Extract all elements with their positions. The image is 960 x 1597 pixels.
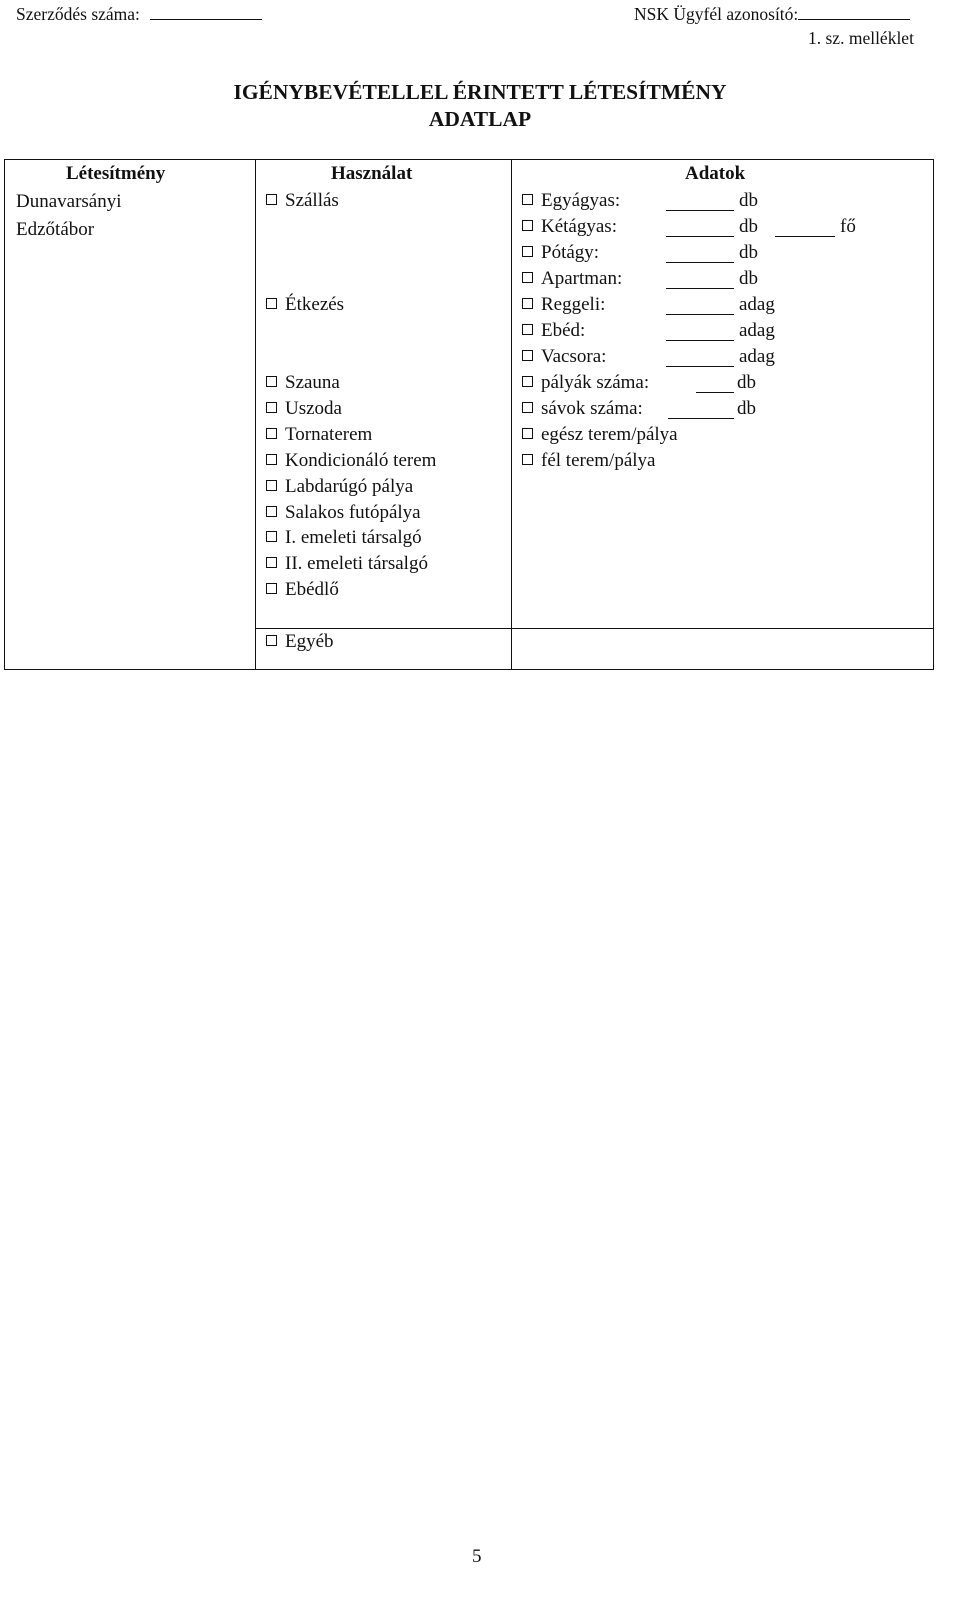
unit-portion: adag <box>739 320 775 341</box>
usage-gym[interactable]: Tornaterem <box>266 424 372 446</box>
single-room-count-field[interactable] <box>666 196 734 211</box>
checkbox-icon[interactable] <box>522 194 533 205</box>
usage-lounge-second-floor[interactable]: II. emeleti társalgó <box>266 553 428 575</box>
courts-count-field[interactable] <box>696 378 734 393</box>
checkbox-icon[interactable] <box>266 376 277 387</box>
page-title-line2: ADATLAP <box>428 107 532 131</box>
lanes-count-field[interactable] <box>668 404 734 419</box>
table-top-border <box>4 159 934 160</box>
usage-football-field[interactable]: Labdarúgó pálya <box>266 476 413 498</box>
client-id-label: NSK Ügyfél azonosító: <box>634 4 799 24</box>
table-right-border <box>933 159 934 669</box>
checkbox-icon[interactable] <box>522 298 533 309</box>
data-lanes-count[interactable]: sávok száma: <box>522 398 643 420</box>
checkbox-icon[interactable] <box>266 583 277 594</box>
table-divider-1 <box>255 159 256 669</box>
client-id-field <box>634 4 910 25</box>
data-extra-bed[interactable]: Pótágy: <box>522 242 599 264</box>
double-room-persons-field[interactable] <box>775 222 835 237</box>
column-header-usage: Használat <box>331 163 413 184</box>
table-left-border <box>4 159 5 669</box>
data-double-room[interactable]: Kétágyas: <box>522 216 617 238</box>
usage-catering[interactable]: Étkezés <box>266 294 344 316</box>
data-breakfast[interactable]: Reggeli: <box>522 294 605 316</box>
usage-running-track[interactable]: Salakos futópálya <box>266 502 421 524</box>
unit-db: db <box>739 216 758 237</box>
breakfast-count-field[interactable] <box>666 300 734 315</box>
usage-dining-room[interactable]: Ebédlő <box>266 579 339 601</box>
checkbox-icon[interactable] <box>522 428 533 439</box>
checkbox-icon[interactable] <box>522 220 533 231</box>
dinner-count-field[interactable] <box>666 352 734 367</box>
checkbox-icon[interactable] <box>522 272 533 283</box>
unit-db: db <box>739 268 758 289</box>
checkbox-icon[interactable] <box>522 350 533 361</box>
facility-name-line2: Edzőtábor <box>16 219 95 240</box>
checkbox-icon[interactable] <box>266 506 277 517</box>
column-header-data: Adatok <box>685 163 746 184</box>
facility-name-line1: Dunavarsányi <box>16 191 122 212</box>
contract-number-field <box>16 4 262 25</box>
annex-label: 1. sz. melléklet <box>808 28 914 48</box>
checkbox-icon[interactable] <box>522 376 533 387</box>
usage-accommodation[interactable]: Szállás <box>266 190 339 212</box>
checkbox-icon[interactable] <box>522 454 533 465</box>
data-single-room[interactable]: Egyágyas: <box>522 190 620 212</box>
contract-number-label: Szerződés száma: <box>16 4 140 24</box>
unit-db: db <box>737 372 756 393</box>
data-half-hall[interactable]: fél terem/pálya <box>522 450 655 472</box>
table-bottom-border <box>4 669 934 670</box>
double-room-count-field[interactable] <box>666 222 734 237</box>
checkbox-icon[interactable] <box>266 557 277 568</box>
unit-db: db <box>739 242 758 263</box>
checkbox-icon[interactable] <box>266 298 277 309</box>
checkbox-icon[interactable] <box>266 194 277 205</box>
usage-sauna[interactable]: Szauna <box>266 372 340 394</box>
data-courts-count[interactable]: pályák száma: <box>522 372 649 394</box>
data-lunch[interactable]: Ebéd: <box>522 320 585 342</box>
page-title-line1: IGÉNYBEVÉTELLEL ÉRINTETT LÉTESÍTMÉNY <box>233 80 727 104</box>
data-full-hall[interactable]: egész terem/pálya <box>522 424 678 446</box>
data-apartment[interactable]: Apartman: <box>522 268 622 290</box>
usage-other[interactable]: Egyéb <box>266 631 334 653</box>
checkbox-icon[interactable] <box>266 428 277 439</box>
unit-db: db <box>739 190 758 211</box>
unit-db: db <box>737 398 756 419</box>
checkbox-icon[interactable] <box>266 531 277 542</box>
usage-fitness-room[interactable]: Kondicionáló terem <box>266 450 436 472</box>
contract-number-blank <box>150 5 262 20</box>
column-header-facility: Létesítmény <box>66 163 166 184</box>
extra-bed-count-field[interactable] <box>666 248 734 263</box>
checkbox-icon[interactable] <box>266 454 277 465</box>
unit-portion: adag <box>739 346 775 367</box>
checkbox-icon[interactable] <box>522 324 533 335</box>
checkbox-icon[interactable] <box>522 246 533 257</box>
page-number: 5 <box>472 1546 482 1567</box>
table-divider-2 <box>511 159 512 669</box>
checkbox-icon[interactable] <box>266 402 277 413</box>
table-other-row-divider <box>255 628 934 629</box>
usage-lounge-first-floor[interactable]: I. emeleti társalgó <box>266 527 422 549</box>
client-id-blank <box>798 5 910 20</box>
apartment-count-field[interactable] <box>666 274 734 289</box>
checkbox-icon[interactable] <box>266 480 277 491</box>
checkbox-icon[interactable] <box>266 635 277 646</box>
unit-portion: adag <box>739 294 775 315</box>
usage-pool[interactable]: Uszoda <box>266 398 342 420</box>
unit-persons: fő <box>840 216 856 237</box>
data-dinner[interactable]: Vacsora: <box>522 346 606 368</box>
lunch-count-field[interactable] <box>666 326 734 341</box>
checkbox-icon[interactable] <box>522 402 533 413</box>
